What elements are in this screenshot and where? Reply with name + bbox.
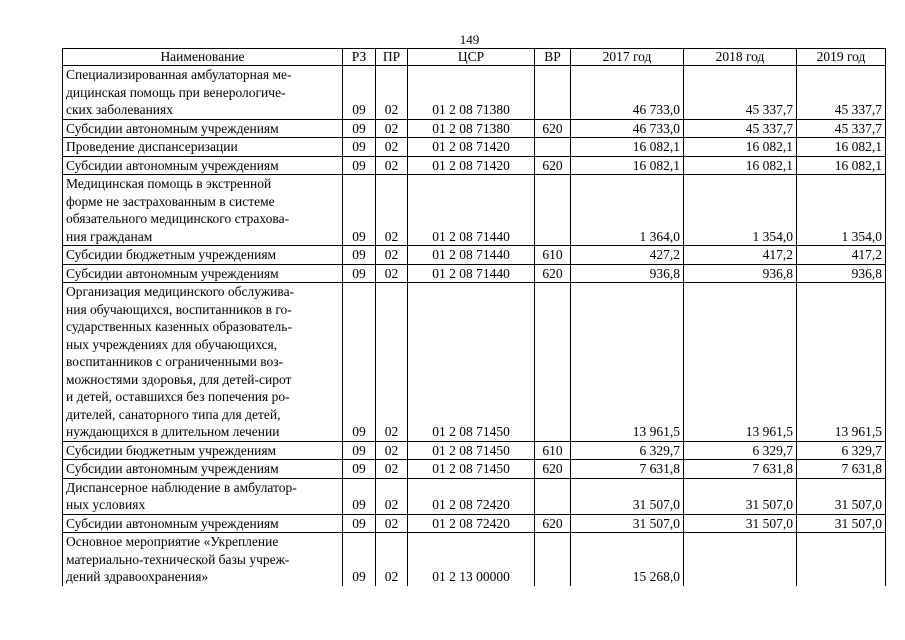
row-rz: 09 (343, 514, 376, 533)
header-2019: 2019 год (797, 49, 886, 66)
row-2018: 1 354,0 (684, 175, 797, 246)
row-name (63, 246, 343, 265)
row-2018: 45 337,7 (684, 119, 797, 138)
table-row (63, 533, 886, 586)
row-2019: 16 082,1 (797, 156, 886, 175)
row-rz: 09 (343, 460, 376, 479)
row-rz: 09 (343, 283, 376, 442)
table-row (63, 246, 886, 265)
table-row (63, 478, 886, 514)
row-2019: 45 337,7 (797, 66, 886, 120)
row-name-line: форме не застрахованным в системе (66, 193, 275, 209)
row-name-line: Специализированная амбулаторная ме- (66, 67, 292, 82)
row-2017: 1 364,0 (571, 175, 684, 246)
row-2018: 31 507,0 (684, 478, 797, 514)
row-pr: 02 (376, 441, 408, 460)
table-row (63, 156, 886, 175)
row-vr: 620 (535, 460, 571, 479)
row-vr: 620 (535, 119, 571, 138)
row-vr (535, 66, 571, 120)
row-name-line: Субсидии автономным учреждениям (66, 265, 279, 281)
row-csr: 01 2 08 71380 (408, 66, 535, 120)
row-rz: 09 (343, 66, 376, 120)
budget-table (62, 48, 886, 586)
row-2018: 7 631,8 (684, 460, 797, 479)
row-vr: 620 (535, 156, 571, 175)
table-row (63, 283, 886, 442)
table-row (63, 264, 886, 283)
row-name-line: и детей, оставшихся без попечения ро- (66, 389, 290, 404)
row-rz: 09 (343, 175, 376, 246)
row-vr (535, 478, 571, 514)
row-name-line: Субсидии бюджетным учреждениям (66, 442, 277, 458)
table-row (63, 66, 886, 120)
header-pr: ПР (376, 49, 408, 66)
row-name-line: Организация медицинского обслужива- (66, 284, 295, 299)
table-row (63, 175, 886, 246)
row-pr: 02 (376, 478, 408, 514)
row-2019: 13 961,5 (797, 283, 886, 442)
row-2018: 13 961,5 (684, 283, 797, 442)
row-2019: 31 507,0 (797, 514, 886, 533)
row-name-line: можностями здоровья, для детей-сирот (66, 371, 292, 387)
row-name-line: Диспансерное наблюдение в амбулатор- (66, 479, 297, 495)
row-2018: 45 337,7 (684, 66, 797, 120)
row-vr: 610 (535, 441, 571, 460)
row-rz: 09 (343, 138, 376, 157)
row-vr (535, 533, 571, 586)
row-2018: 16 082,1 (684, 138, 797, 157)
row-name (63, 514, 343, 533)
row-2017: 13 961,5 (571, 283, 684, 442)
row-2019: 417,2 (797, 246, 886, 265)
header-row (63, 49, 886, 66)
row-name (63, 66, 343, 120)
row-2018: 6 329,7 (684, 441, 797, 460)
row-csr: 01 2 08 71440 (408, 264, 535, 283)
row-2019: 1 354,0 (797, 175, 886, 246)
row-pr: 02 (376, 138, 408, 157)
row-name-line: материально-технической базы учреж- (66, 551, 290, 567)
row-rz: 09 (343, 119, 376, 138)
table-body (63, 66, 886, 586)
row-name-line: Субсидии автономным учреждениям (66, 157, 279, 173)
row-name-line: обязательного медицинского страхова- (66, 211, 290, 226)
row-name-line: Проведение диспансеризации (66, 139, 238, 154)
row-name-line: ных учреждениях для обучающихся, (66, 336, 278, 352)
row-2019: 936,8 (797, 264, 886, 283)
row-vr: 620 (535, 264, 571, 283)
row-2018 (684, 533, 797, 586)
header-name: Наименование (63, 49, 343, 66)
row-name-line: Медицинская помощь в экстренной (66, 176, 272, 191)
row-pr: 02 (376, 533, 408, 586)
table-row (63, 119, 886, 138)
row-name (63, 283, 343, 442)
row-csr: 01 2 08 71450 (408, 283, 535, 442)
row-rz: 09 (343, 441, 376, 460)
row-pr: 02 (376, 264, 408, 283)
row-rz: 09 (343, 533, 376, 586)
row-2017: 427,2 (571, 246, 684, 265)
table-row (63, 441, 886, 460)
row-name (63, 460, 343, 479)
row-pr: 02 (376, 283, 408, 442)
row-2019: 7 631,8 (797, 460, 886, 479)
row-2019: 16 082,1 (797, 138, 886, 157)
row-name-line: воспитанников с ограниченными воз- (66, 354, 284, 369)
row-2017: 16 082,1 (571, 156, 684, 175)
row-pr: 02 (376, 119, 408, 138)
row-rz: 09 (343, 478, 376, 514)
row-name-line: Основное мероприятие «Укрепление (66, 534, 279, 549)
row-2018: 31 507,0 (684, 514, 797, 533)
row-2018: 936,8 (684, 264, 797, 283)
row-2017: 46 733,0 (571, 66, 684, 120)
row-name-line: ния гражданам (66, 228, 153, 244)
row-name (63, 441, 343, 460)
row-2019: 6 329,7 (797, 441, 886, 460)
row-rz: 09 (343, 156, 376, 175)
row-name-line: ния обучающихся, воспитанников в го- (66, 301, 292, 317)
row-2017: 15 268,0 (571, 533, 684, 586)
row-csr: 01 2 13 00000 (408, 533, 535, 586)
row-name-line: Субсидии автономным учреждениям (66, 515, 279, 531)
row-name-line: нуждающихся в длительном лечении (66, 424, 280, 439)
row-csr: 01 2 08 71380 (408, 119, 535, 138)
row-name (63, 175, 343, 246)
row-name-line: дителей, санаторного типа для детей, (66, 406, 281, 422)
row-name (63, 264, 343, 283)
row-2017: 7 631,8 (571, 460, 684, 479)
row-csr: 01 2 08 71450 (408, 460, 535, 479)
row-pr: 02 (376, 460, 408, 479)
row-2017: 31 507,0 (571, 478, 684, 514)
row-csr: 01 2 08 71440 (408, 175, 535, 246)
header-rz: РЗ (343, 49, 376, 66)
header-vr: ВР (535, 49, 571, 66)
row-name (63, 533, 343, 586)
row-name-line: Субсидии автономным учреждениям (66, 461, 279, 476)
row-2017: 6 329,7 (571, 441, 684, 460)
table-row (63, 460, 886, 479)
row-name (63, 119, 343, 138)
row-name (63, 156, 343, 175)
row-csr: 01 2 08 71440 (408, 246, 535, 265)
row-vr (535, 283, 571, 442)
row-name-line: Субсидии автономным учреждениям (66, 120, 279, 136)
row-vr: 620 (535, 514, 571, 533)
row-name (63, 138, 343, 157)
row-2017: 936,8 (571, 264, 684, 283)
row-pr: 02 (376, 175, 408, 246)
row-name-line: ных условиях (66, 497, 146, 512)
row-csr: 01 2 08 72420 (408, 478, 535, 514)
header-csr: ЦСР (408, 49, 535, 66)
row-pr: 02 (376, 156, 408, 175)
row-2019: 31 507,0 (797, 478, 886, 514)
row-2019 (797, 533, 886, 586)
row-vr (535, 175, 571, 246)
row-csr: 01 2 08 71420 (408, 156, 535, 175)
row-vr: 610 (535, 246, 571, 265)
row-name-line: дений здравоохранения» (66, 569, 209, 584)
row-2017: 46 733,0 (571, 119, 684, 138)
row-rz: 09 (343, 246, 376, 265)
header-2018: 2018 год (684, 49, 797, 66)
header-2017: 2017 год (571, 49, 684, 66)
row-2017: 31 507,0 (571, 514, 684, 533)
table-row (63, 138, 886, 157)
row-2018: 16 082,1 (684, 156, 797, 175)
row-csr: 01 2 08 71420 (408, 138, 535, 157)
table-row (63, 514, 886, 533)
row-name-line: сударственных казенных образователь- (66, 319, 292, 334)
row-vr (535, 138, 571, 157)
row-name-line: дицинская помощь при венерологиче- (66, 84, 286, 100)
row-2019: 45 337,7 (797, 119, 886, 138)
row-2017: 16 082,1 (571, 138, 684, 157)
row-name (63, 478, 343, 514)
row-pr: 02 (376, 246, 408, 265)
row-rz: 09 (343, 264, 376, 283)
page-number: 149 (459, 32, 480, 47)
row-2018: 417,2 (684, 246, 797, 265)
row-pr: 02 (376, 66, 408, 120)
row-name-line: Субсидии бюджетным учреждениям (66, 247, 277, 262)
row-name-line: ских заболеваниях (66, 102, 173, 117)
row-csr: 01 2 08 71450 (408, 441, 535, 460)
row-csr: 01 2 08 72420 (408, 514, 535, 533)
row-pr: 02 (376, 514, 408, 533)
